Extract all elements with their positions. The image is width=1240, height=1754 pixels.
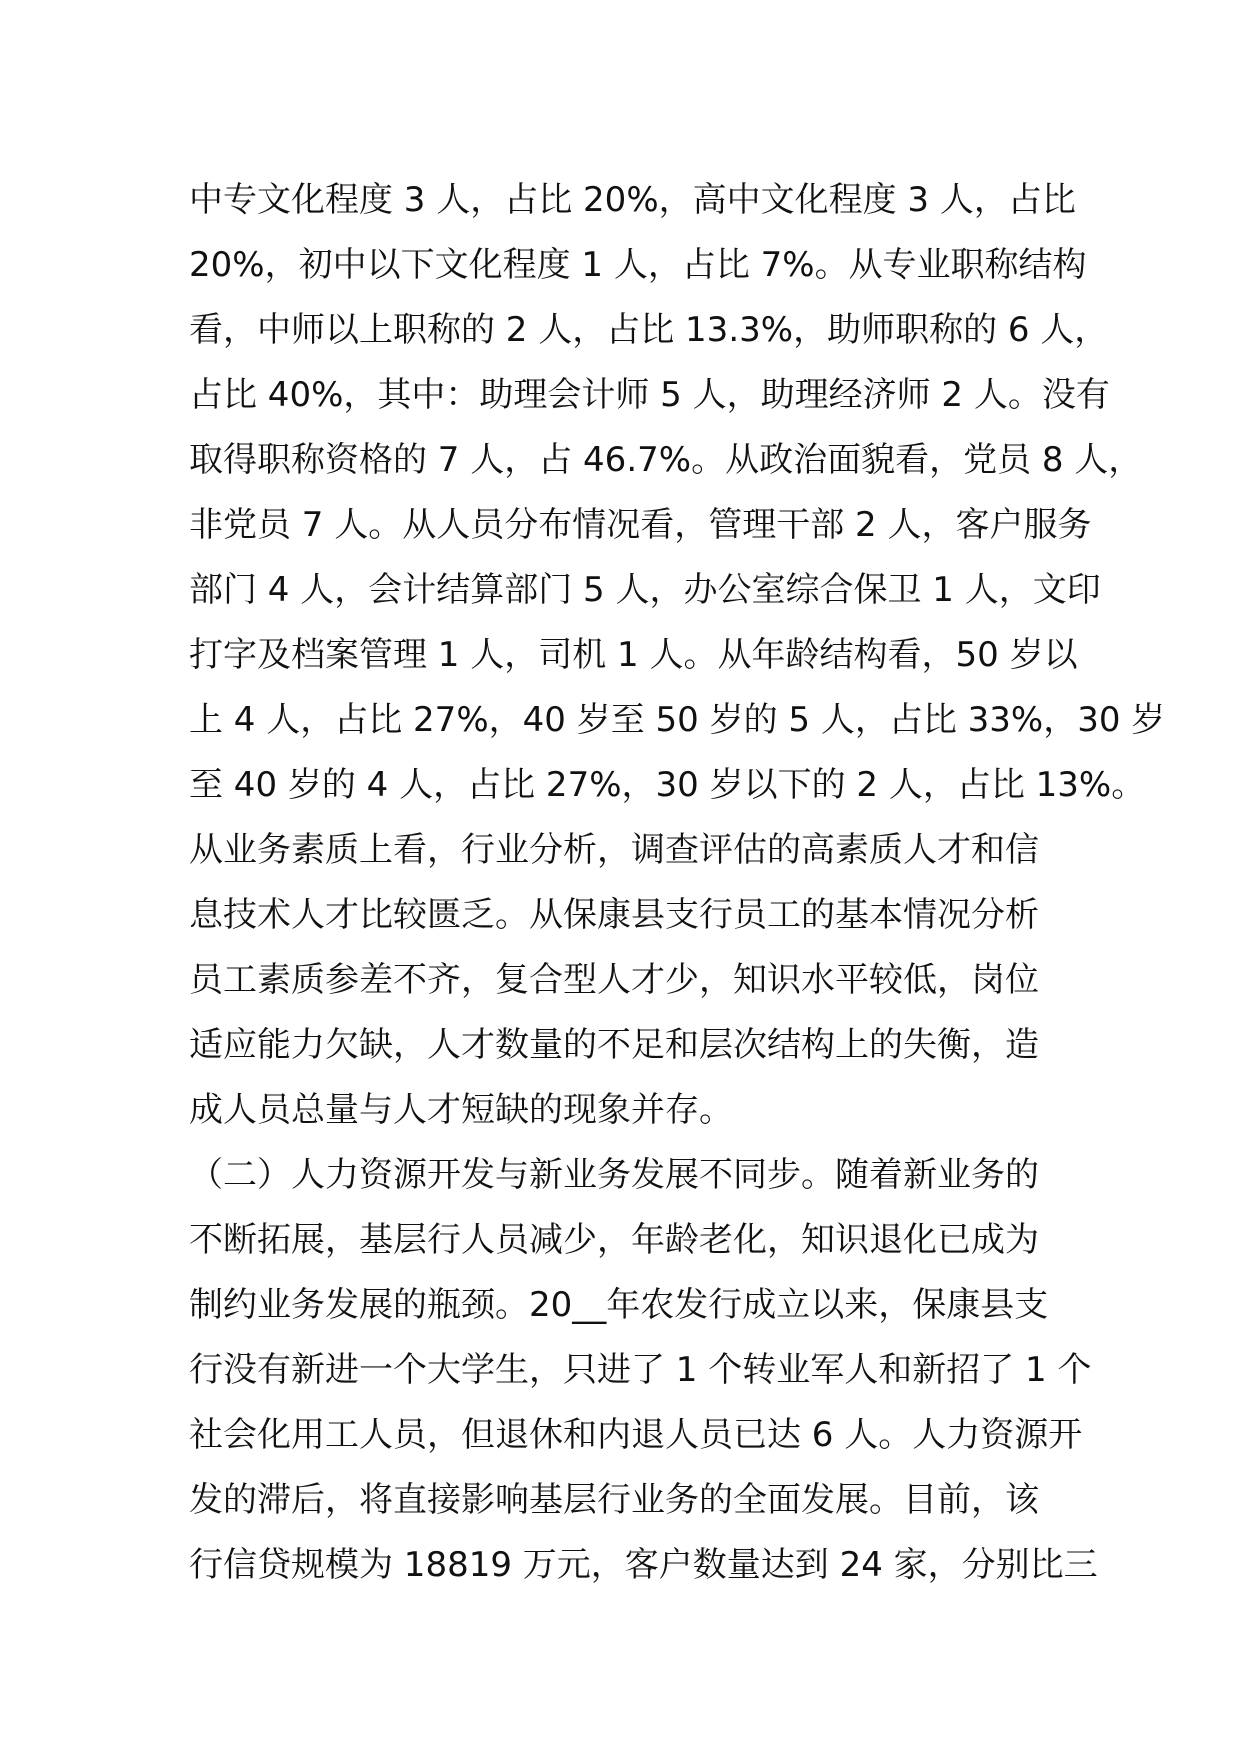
text-line: 成人员总量与人才短缺的现象并存。 xyxy=(189,1090,733,1130)
text-line: 取得职称资格的 7 人，占 46.7%。从政治面貌看，党员 8 人， xyxy=(189,440,1143,480)
text-line: 适应能力欠缺，人才数量的不足和层次结构上的失衡，造 xyxy=(189,1025,1039,1065)
text-line: 打字及档案管理 1 人，司机 1 人。从年龄结构看，50 岁以 xyxy=(189,635,1078,675)
section-heading-line: （二）人力资源开发与新业务发展不同步。随着新业务的 xyxy=(189,1155,1039,1195)
body-text xyxy=(189,168,1166,1598)
text-line: 20%，初中以下文化程度 1 人，占比 7%。从专业职称结构 xyxy=(189,245,1087,285)
text-line: 制约业务发展的瓶颈。20__年农发行成立以来，保康县支 xyxy=(189,1285,1049,1325)
text-line: 中专文化程度 3 人，占比 20%，高中文化程度 3 人，占比 xyxy=(189,180,1076,220)
text-line: 不断拓展，基层行人员减少，年龄老化，知识退化已成为 xyxy=(189,1220,1039,1260)
text-line: 社会化用工人员，但退休和内退人员已达 6 人。人力资源开 xyxy=(189,1415,1083,1455)
text-line: 部门 4 人，会计结算部门 5 人，办公室综合保卫 1 人，文印 xyxy=(189,570,1101,610)
text-line: 员工素质参差不齐，复合型人才少，知识水平较低，岗位 xyxy=(189,960,1039,1000)
text-line: 行没有新进一个大学生，只进了 1 个转业军人和新招了 1 个 xyxy=(189,1350,1092,1390)
text-line: 看，中师以上职称的 2 人，占比 13.3%，助师职称的 6 人， xyxy=(189,310,1109,350)
text-line: 非党员 7 人。从人员分布情况看，管理干部 2 人，客户服务 xyxy=(189,505,1092,545)
text-line: 行信贷规模为 18819 万元，客户数量达到 24 家，分别比三 xyxy=(189,1545,1098,1585)
text-line: 发的滞后，将直接影响基层行业务的全面发展。目前，该 xyxy=(189,1480,1039,1520)
text-line: 至 40 岁的 4 人，占比 27%，30 岁以下的 2 人，占比 13%。 xyxy=(189,765,1146,805)
text-line: 上 4 人，占比 27%，40 岁至 50 岁的 5 人，占比 33%，30 岁 xyxy=(189,700,1166,740)
text-line: 从业务素质上看，行业分析，调查评估的高素质人才和信 xyxy=(189,830,1039,870)
text-line: 息技术人才比较匮乏。从保康县支行员工的基本情况分析 xyxy=(189,895,1039,935)
text-line: 占比 40%，其中：助理会计师 5 人，助理经济师 2 人。没有 xyxy=(189,375,1110,415)
